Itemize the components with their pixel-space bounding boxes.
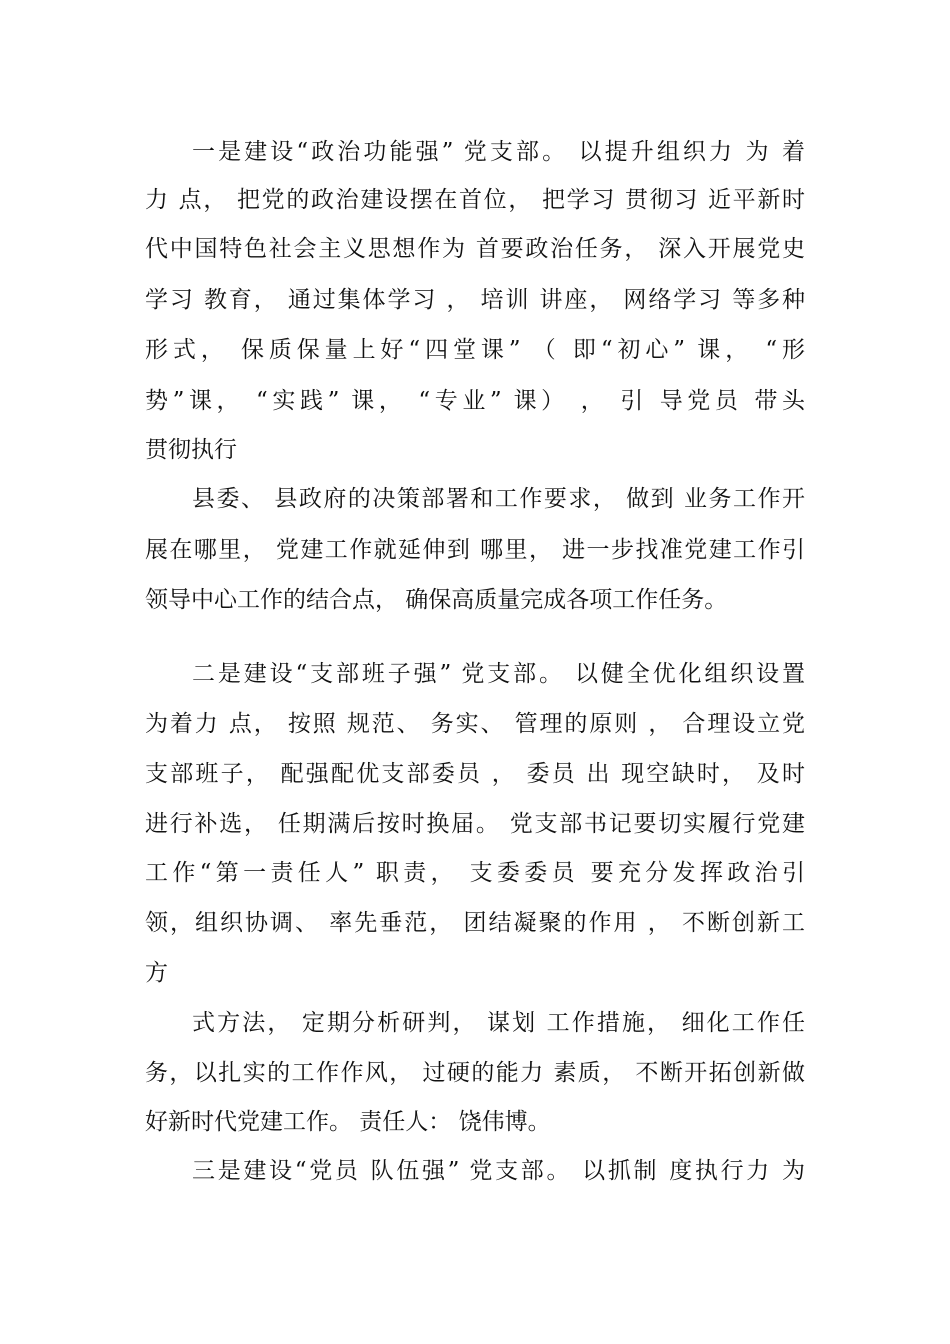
text-line: 进行补选， 任期满后按时换届。 党支部书记要切实履行党建 <box>145 811 805 837</box>
text-line: 务，以扎实的工作作风， 过硬的能力 素质， 不断开拓创新做 <box>145 1060 805 1086</box>
text-line: 展在哪里， 党建工作就延伸到 哪里， 进一步找准党建工作引 <box>145 537 805 563</box>
text-line: 力 点， 把党的政治建设摆在首位， 把学习 贯彻习 近平新时 <box>145 187 805 213</box>
text-line: 三是建设“党员 队伍强” 党支部。 以抓制 度执行力 为 <box>192 1158 805 1184</box>
text-line: 代中国特色社会主义思想作为 首要政治任务， 深入开展党史 <box>145 236 805 262</box>
text-line: 形式， 保质保量上好“四堂课” （ 即“初心” 课， “形 <box>145 337 805 363</box>
text-line: 工作“第一责任人” 职责， 支委委员 要充分发挥政治引 <box>145 860 805 886</box>
text-line: 二是建设“支部班子强” 党支部。 以健全优化组织设置 <box>192 661 805 687</box>
text-line: 为着力 点， 按照 规范、 务实、 管理的原则 ， 合理设立党 <box>145 711 805 737</box>
text-line: 学习 教育， 通过集体学习 ， 培训 讲座， 网络学习 等多种 <box>145 287 805 313</box>
text-line: 好新时代党建工作。 责任人： 饶伟博。 <box>145 1109 551 1135</box>
text-line: 领导中心工作的结合点， 确保高质量完成各项工作任务。 <box>145 587 728 613</box>
text-line: 县委、 县政府的决策部署和工作要求， 做到 业务工作开 <box>192 486 805 512</box>
text-line: 势”课， “实践” 课， “专业” 课） ， 引 导党员 带头 <box>145 388 805 414</box>
text-line: 领，组织协调、 率先垂范， 团结凝聚的作用 ， 不断创新工 <box>145 910 805 936</box>
text-line: 方 <box>145 960 168 986</box>
text-line: 一是建设“政治功能强” 党支部。 以提升组织力 为 着 <box>192 139 805 165</box>
text-line: 式方法， 定期分析研判， 谋划 工作措施， 细化工作任 <box>192 1010 805 1036</box>
text-line: 贯彻执行 <box>145 437 237 463</box>
text-line: 支部班子， 配强配优支部委员 ， 委员 出 现空缺时， 及时 <box>145 761 805 787</box>
